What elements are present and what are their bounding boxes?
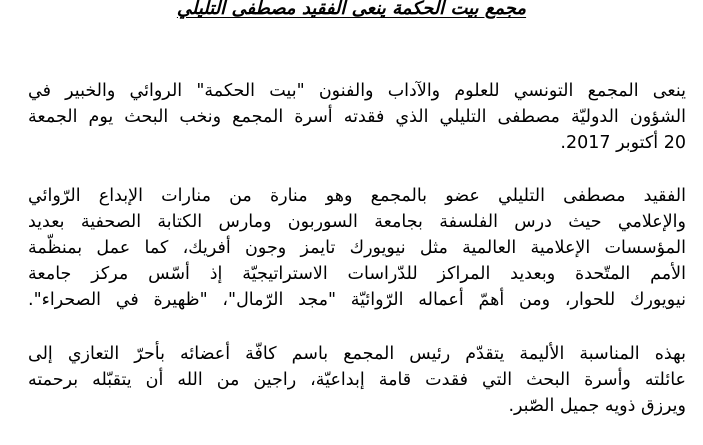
text-line: الأمم المتّحدة وبعديد المراكز للدّراسات الاستراتيجيّة إذ أسّس مركز جامعة (28, 264, 686, 284)
paragraph-biography (28, 183, 686, 313)
text-line: بهذه المناسبة الأليمة يتقدّم رئيس المجمع باسم كافّة أعضائه بأحرّ التعازي إلى (28, 344, 686, 364)
paragraph-condolences (28, 341, 686, 419)
text-line: المؤسسات الإعلامية العالمية مثل نيويورك تايمز وجون أفريك، كما عمل بمنظّمة (28, 238, 686, 258)
text-line: والإعلامي حيث درس الفلسفة بجامعة السوربون ومارس الكتابة الصحفية بعديد (28, 212, 686, 232)
paragraph-announcement (28, 78, 686, 156)
page-title: مجمع بيت الحكمة ينعى الفقيد مصطفى التليلي (176, 0, 527, 19)
text-line: ينعى المجمع التونسي للعلوم والآداب والفنون "بيت الحكمة" الروائي والخبير في (28, 81, 686, 101)
text-line: عائلته وأسرة البحث التي فقدت قامة إبداعيّة، راجين من الله أن يتقبّله برحمته (28, 370, 686, 390)
text-line: 20 أكتوبر 2017. (560, 133, 686, 153)
text-line: الفقيد مصطفى التليلي عضو بالمجمع وهو منارة من منارات الإبداع الرّوائي (28, 186, 686, 206)
text-line: نيويورك للحوار، ومن أهمّ أعماله الرّوائيّة "مجد الرّمال"، "ظهيرة في الصحراء". (28, 290, 686, 310)
text-line: ويرزق ذويه جميل الصّبر. (508, 396, 686, 416)
text-line: الشؤون الدوليّة مصطفى التليلي الذي فقدته أسرة المجمع ونخب البحث يوم الجمعة (28, 107, 686, 127)
